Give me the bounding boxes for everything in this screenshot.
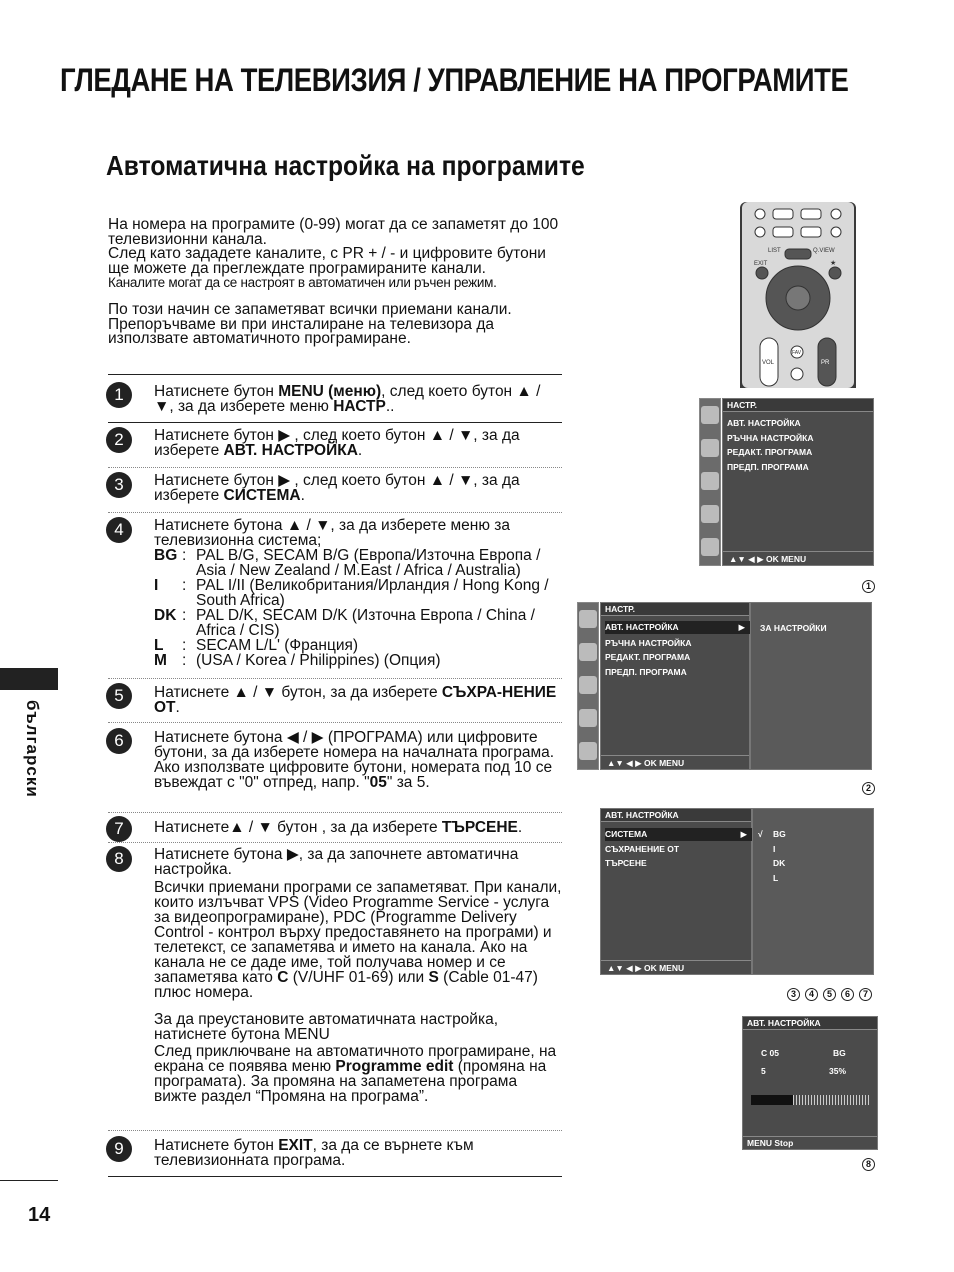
menu-item: РЪЧНА НАСТРОЙКА — [727, 433, 814, 443]
step-6: Натиснете бутона ◀ / ▶ (ПРОГРАМА) или цифровите бутони, за да изберете номера на началната програма. Ако използвате цифровите бутони, номерата под 10 се въвеждат с "0" отпред, напр. "05" за 5. — [154, 729, 555, 791]
language-tab — [0, 668, 58, 690]
picture-icon — [701, 439, 719, 457]
divider — [108, 374, 562, 375]
menu-icon-column — [699, 398, 721, 566]
step-number: 3 — [106, 472, 132, 498]
divider — [108, 1130, 562, 1131]
menu-item: СЪХРАНЕНИЕ ОТ — [605, 844, 680, 854]
option-item: L — [773, 873, 779, 883]
figure-number: 7 — [859, 988, 872, 1001]
check-icon: √ — [758, 829, 763, 839]
system-row: I : PAL I/II (Великобритания/Ирландия / Hong Kong / South Africa) — [154, 577, 549, 609]
menu-item: АВТ. НАСТРОЙКА — [727, 418, 801, 428]
step-7: Натиснете▲ / ▼ бутон , за да изберете ТЪРСЕНЕ. — [154, 819, 523, 836]
remote-control — [740, 202, 856, 388]
sound-icon — [579, 676, 597, 694]
figure-number: 3 — [787, 988, 800, 1001]
step-number: 8 — [106, 846, 132, 872]
intro-p4: По този начин се запаметяват всички приемани канали. Препоръчваме ви при инсталиране на телевизора да използвате автоматичното програмиране. — [108, 301, 512, 347]
svg-text:Q.VIEW: Q.VIEW — [813, 248, 835, 254]
figure-number: 4 — [805, 988, 818, 1001]
figure-number: 2 — [862, 782, 875, 795]
osd-submenu: ЗА НАСТРОЙКИ — [750, 602, 872, 770]
svg-text:VOL: VOL — [762, 360, 775, 366]
svg-text:EXIT: EXIT — [754, 261, 768, 267]
progress-bar — [751, 1095, 871, 1105]
step-9: Натиснете бутон EXIT, за да се върнете към телевизионната програма. — [154, 1137, 474, 1169]
language-label: български — [23, 700, 42, 798]
divider — [108, 722, 562, 723]
progress-fill — [751, 1095, 793, 1105]
osd-system-options — [752, 808, 874, 975]
time-icon — [579, 709, 597, 727]
divider — [108, 512, 562, 513]
menu-item: РЕДАКТ. ПРОГРАМА — [727, 447, 813, 457]
menu-icon-column — [577, 602, 599, 770]
figure-number: 6 — [841, 988, 854, 1001]
menu-item: РЪЧНА НАСТРОЙКА — [605, 638, 692, 648]
option-icon — [701, 538, 719, 556]
step-5: Натиснете ▲ / ▼ бутон, за да изберете СЪХРА-НЕНИЕ ОТ. — [154, 684, 557, 716]
system-row: DK : PAL D/K, SECAM D/K (Източна Европа / China / Africa / CIS) — [154, 607, 535, 639]
antenna-icon — [579, 610, 597, 628]
divider — [0, 1180, 58, 1181]
menu-item: ПРЕДП. ПРОГРАМА — [605, 667, 687, 677]
step-number: 9 — [106, 1136, 132, 1162]
antenna-icon — [701, 406, 719, 424]
channel-label: C 05 — [761, 1048, 779, 1058]
menu-item: ПРЕДП. ПРОГРАМА — [727, 462, 809, 472]
remote-control-icon — [740, 202, 856, 388]
svg-text:LIST: LIST — [768, 248, 781, 254]
osd-tuning-progress: АВТ. НАСТРОЙКА C 05 BG 5 35% MENU Stop — [742, 1016, 878, 1150]
section-title: Автоматична настройка на програмите — [106, 150, 585, 181]
figure-number: 1 — [862, 580, 875, 593]
figure-number: 8 — [862, 1158, 875, 1171]
program-label: 5 — [761, 1066, 766, 1076]
divider — [108, 678, 562, 679]
step-number: 6 — [106, 728, 132, 754]
intro-p1: На номера на програмите (0-99) могат да се запаметят до 100 телевизионни канала. — [108, 216, 559, 248]
step-number: 4 — [106, 517, 132, 543]
option-item: DK — [773, 858, 786, 868]
step-2: Натиснете бутон ▶ , след което бутон ▲ / ▼, за да изберете АВТ. НАСТРОЙКА. — [154, 427, 520, 459]
step-3: Натиснете бутон ▶ , след което бутон ▲ / ▼, за да изберете СИСТЕМА. — [154, 472, 520, 504]
option-icon — [579, 742, 597, 760]
step-number: 5 — [106, 683, 132, 709]
divider — [108, 812, 562, 813]
step-4: Натиснете бутона ▲ / ▼, за да изберете меню за телевизионна система; BG : PAL B/G, SECAM B/G (Европа/Източна Европа / Asia / New Zealand / M.East / Africa / Australia) I : PAL I/II (Великобритания/Ирландия / Hong Kong / South Africa) DK : PAL D/K, SECAM D/K (Източна Европа / China / Africa / CIS) L : SECAM L/L' (Франция) M : (USA / Korea / Philippines) (Опция) — [154, 518, 562, 668]
osd-menu-setup: НАСТР. АВТ. НАСТРОЙКА РЪЧНА НАСТРОЙКА РЕДАКТ. ПРОГРАМА ПРЕДП. ПРОГРАМА ▲▼ ◀ ▶ OK MENU — [722, 398, 874, 566]
intro-block — [108, 218, 570, 291]
system-row: BG : PAL B/G, SECAM B/G (Европа/Източна Европа / Asia / New Zealand / M.East / Africa / Australia) — [154, 547, 541, 579]
divider — [108, 422, 562, 423]
step-number: 1 — [106, 382, 132, 408]
step-1: Натиснете бутон MENU (меню), след което бутон ▲ / ▼, за да изберете меню НАСТР.. — [154, 383, 541, 415]
intro-p2: След като зададете каналите, с PR + / - и цифровите бутони ще можете да преглеждате програмираните канали. — [108, 245, 546, 277]
option-item: BG — [773, 829, 786, 839]
page-title: ГЛЕДАНЕ НА ТЕЛЕВИЗИЯ / УПРАВЛЕНИЕ НА ПРОГРАМИТЕ — [60, 62, 849, 98]
step-number: 2 — [106, 427, 132, 453]
page-number: 14 — [28, 1204, 51, 1226]
system-row: M : (USA / Korea / Philippines) (Опция) — [154, 652, 441, 669]
osd-auto-tuning-menu: АВТ. НАСТРОЙКА СИСТЕМА ▶ СЪХРАНЕНИЕ ОТ ТЪРСЕНЕ ▲▼ ◀ ▶ OK MENU — [600, 808, 752, 975]
svg-text:★: ★ — [830, 259, 837, 267]
svg-text:PR: PR — [821, 360, 830, 366]
system-label: BG — [833, 1048, 846, 1058]
step-8: Натиснете бутона ▶, за да започнете автоматична настройка. Всички приемани програми се запаметяват. При канали, които излъчват VPS (Video Programme Service - услуга за видеопрограмиране), PDC (Programme Delivery Control - контрол върху предоставянето на програми) и телетекст, се запаметява и името на канала. Ако на канала не се даде име, той получава номер и се запаметява като C (V/UHF 01-69) или S (Cable 01-47) плюс номера. За да преустановите автоматичната настройка, натиснете бутона MENU След приключване на автоматичното програмиране, на екрана се появява меню Programme edit (промяна на програмата). За промяна на запаметена програма вижте раздел “Промяна на програма”. — [154, 846, 562, 1105]
time-icon — [701, 505, 719, 523]
option-item: I — [773, 844, 776, 854]
percent-label: 35% — [829, 1066, 847, 1076]
picture-icon — [579, 643, 597, 661]
divider — [108, 467, 562, 468]
figure-number: 5 — [823, 988, 836, 1001]
sound-icon — [701, 472, 719, 490]
menu-item-selected: АВТ. НАСТРОЙКА ▶ — [605, 621, 751, 634]
svg-text:FAV: FAV — [792, 350, 802, 356]
divider — [108, 842, 562, 843]
menu-item: ТЪРСЕНЕ — [605, 858, 647, 868]
intro-p3: Каналите могат да се настроят в автоматичен или ръчен режим. — [108, 275, 497, 290]
osd-menu-setup-selected: НАСТР. АВТ. НАСТРОЙКА ▶ РЪЧНА НАСТРОЙКА РЕДАКТ. ПРОГРАМА ПРЕДП. ПРОГРАМА ▲▼ ◀ ▶ OK MENU — [600, 602, 750, 770]
menu-item: РЕДАКТ. ПРОГРАМА — [605, 652, 691, 662]
step-number: 7 — [106, 816, 132, 842]
divider — [108, 1176, 562, 1177]
system-row: L : SECAM L/L' (Франция) — [154, 637, 359, 654]
menu-item-selected: СИСТЕМА ▶ — [605, 828, 753, 841]
